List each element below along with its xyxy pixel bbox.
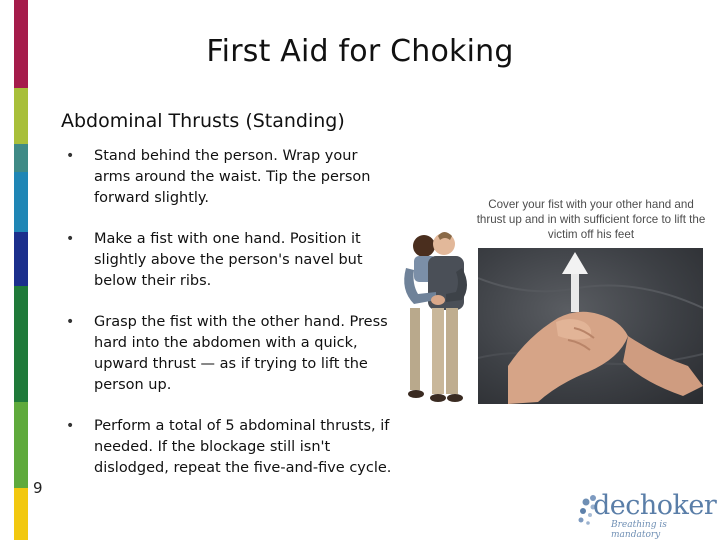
stripe-6 bbox=[14, 286, 28, 402]
bullet-text: Grasp the fist with the other hand. Press hard into the abdomen with a quick, upward thrust — as if trying to lift the person up. bbox=[94, 314, 388, 393]
slide-number: 9 bbox=[33, 479, 43, 497]
stripe-5 bbox=[14, 232, 28, 286]
stripe-2 bbox=[14, 88, 28, 144]
bullet-text: Perform a total of 5 abdominal thrusts, if needed. If the blockage still isn't dislodged, repeat the five-and-five cycle. bbox=[94, 418, 392, 476]
bullet-item bbox=[66, 146, 396, 209]
bullet-glyph: • bbox=[66, 418, 75, 434]
up-arrow-icon bbox=[562, 252, 588, 312]
bullet-item bbox=[66, 416, 396, 479]
bullet-glyph: • bbox=[66, 231, 75, 247]
slide-subtitle: Abdominal Thrusts (Standing) bbox=[61, 110, 345, 132]
bullet-item bbox=[66, 312, 396, 396]
bullet-text: Stand behind the person. Wrap your arms around the waist. Tip the person forward slightly. bbox=[94, 148, 371, 206]
slide-title: First Aid for Choking bbox=[206, 34, 514, 69]
figure-caption: Cover your fist with your other hand and thrust up and in with sufficient force to lift the victim off his feet bbox=[476, 198, 706, 241]
stripe-8 bbox=[14, 488, 28, 540]
bullet-text: Make a fist with one hand. Position it slightly above the person's navel but below their ribs. bbox=[94, 231, 363, 289]
stripe-4 bbox=[14, 172, 28, 232]
stripe-3 bbox=[14, 144, 28, 172]
abdominal-thrust-illustration bbox=[400, 228, 478, 406]
bullet-glyph: • bbox=[66, 148, 75, 164]
logo-tagline: Breathing is mandatory bbox=[611, 520, 667, 540]
bullet-list bbox=[66, 146, 396, 499]
logo-wordmark: dechoker bbox=[593, 490, 717, 521]
stripe-7 bbox=[14, 402, 28, 488]
hands-fist-illustration bbox=[478, 248, 703, 404]
hands-closeup-photo bbox=[478, 248, 703, 404]
dechoker-logo bbox=[575, 490, 717, 540]
bullet-item bbox=[66, 229, 396, 292]
bullet-glyph: • bbox=[66, 314, 75, 330]
